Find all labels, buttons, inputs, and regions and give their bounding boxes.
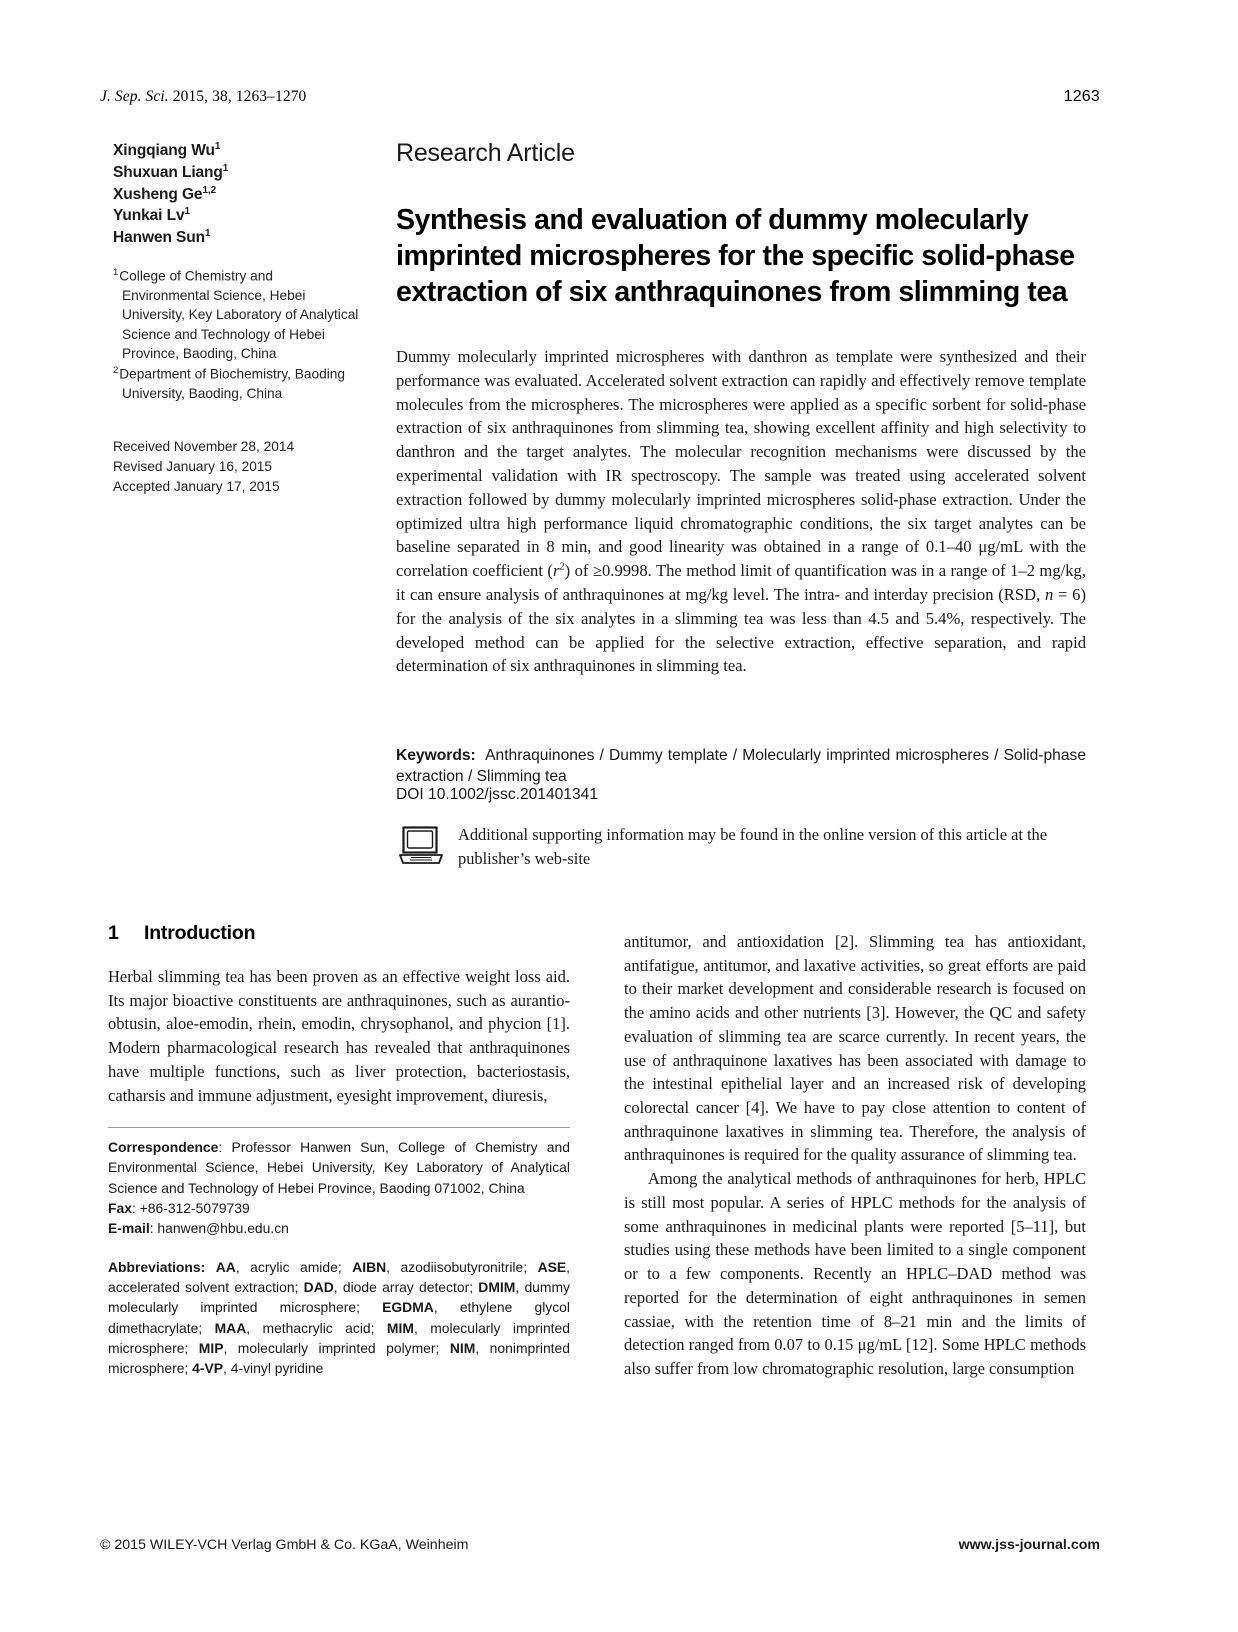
abbreviation-definition: , acrylic amide; [235, 1259, 353, 1276]
author-name: Yunkai Lv [113, 207, 185, 225]
abstract-part-2: ) of ≥0.9998. The method limit of quantification was in a range of 1–2 mg/kg, it can ensure analysis of anthraquinones at mg/kg level. The intra- and interday precision (RSD, [396, 561, 1086, 604]
author-list [113, 140, 361, 249]
section-title: Introduction [144, 922, 256, 944]
author-affiliation-marker: 1,2 [202, 184, 217, 196]
affiliation-text: Department of Biochemistry, Baoding University, Baoding, China [119, 366, 345, 401]
author-affiliation-marker: 1 [184, 206, 190, 218]
keywords-value: Anthraquinones / Dummy template / Molecularly imprinted microspheres / Solid-phase extraction / Slimming tea [396, 747, 1086, 786]
abbreviation-definition: , methacrylic acid; [246, 1319, 387, 1336]
abbreviation-term: MIP [198, 1339, 224, 1356]
abbreviation-definition: , molecularly imprinted microsphere; [108, 1319, 570, 1356]
footnote-divider [108, 1127, 570, 1128]
keywords [396, 745, 1086, 788]
abbreviation-term: ASE [537, 1259, 567, 1276]
abbreviation-definition: , accelerated solvent extraction; [108, 1259, 571, 1296]
fax-label: Fax [108, 1199, 132, 1216]
abbreviation-term: DAD [303, 1279, 334, 1296]
abbreviation-term: 4-VP [192, 1359, 224, 1376]
page-number: 1263 [1063, 88, 1100, 105]
author-entry [113, 162, 361, 184]
abbreviation-definition: , nonimprinted microsphere; [108, 1339, 570, 1376]
abbreviations-label: Abbreviations: [108, 1259, 206, 1276]
laptop-icon [398, 825, 444, 867]
abbreviation-term: MIM [386, 1319, 414, 1336]
affiliation-list [113, 266, 361, 403]
abbreviation-definition: , dummy molecularly imprinted microsphere; [108, 1279, 570, 1316]
abbreviation-definition: , azodiisobutyronitrile; [386, 1259, 538, 1276]
keywords-label: Keywords: [396, 747, 476, 764]
article-history [113, 437, 361, 497]
journal-website-link[interactable]: www.jss-journal.com [958, 1537, 1100, 1553]
sample-size-symbol: n [1044, 584, 1054, 604]
copyright-notice: © 2015 WILEY-VCH Verlag GmbH & Co. KGaA, Weinheim [100, 1537, 469, 1553]
abbreviation-definition: , molecularly imprinted polymer; [223, 1339, 450, 1356]
paragraph: Herbal slimming tea has been proven as an effective weight loss aid. Its major bioactive constituents are anthraquinones, such as aurantio-obtusin, aloe-emodin, rhein, emodin, chrysophanol, and phycion [1]. Modern pharmacological research has revealed that anthraquinones have multiple functions, such as liver protection, bacteriostasis, catharsis and immune adjustment, eyesight improvement, diuresis, [108, 967, 570, 1105]
abbreviations-note [108, 1257, 570, 1378]
fax-value: : +86-312-5079739 [131, 1199, 250, 1216]
correlation-coefficient-exponent: 2 [559, 561, 565, 573]
author-affiliation-marker: 1 [222, 162, 229, 174]
abstract-part-3: = 6) for the analysis of the six analytes in a slimming tea was less than 4.5 and 5.4%, respectively. The developed method can be applied for the selective extraction, effective separation, and rapid determination of six anthraquinones in slimming tea. [396, 584, 1086, 676]
abbreviation-term: NIM [449, 1339, 476, 1356]
body-column-right [624, 930, 1086, 1381]
abbreviation-definition: , 4-vinyl pyridine [223, 1359, 324, 1376]
paragraph: antitumor, and antioxidation [2]. Slimming tea has antioxidant, antifatigue, antitumor, and laxative activities, so great efforts are paid to their market development and considerable research is focused on the amino acids and other nutrients [3]. However, the QC and safety evaluation of slimming tea are scarce currently. In recent years, the use of anthraquinone laxatives has been associated with damage to the intestinal epithelial layer and an increased risk of developing colorectal cancer [4]. We have to pay close attention to content of anthraquinone laxatives in slimming tea. Therefore, the analysis of anthraquinones is required for the quality assurance of slimming tea. [624, 932, 1086, 1165]
abbreviation-term: EGDMA [382, 1299, 434, 1316]
author-entry [113, 184, 361, 206]
author-entry [113, 140, 361, 162]
accepted-date: Accepted January 17, 2015 [113, 479, 280, 495]
journal-reference [100, 88, 306, 106]
article-type-label: Research Article [396, 139, 575, 167]
supporting-information-text: Additional supporting information may be found in the online version of this article at the publisher’s web-site [458, 825, 1048, 868]
section-heading-introduction [108, 922, 570, 945]
author-name: Xusheng Ge [113, 185, 203, 203]
correspondence-note [108, 1137, 570, 1238]
email-label: E-mail [108, 1219, 150, 1236]
running-head [100, 88, 1100, 106]
abstract-part-1: Dummy molecularly imprinted microspheres with danthron as template were synthesized and their performance was evaluated. Accelerated solvent extraction can rapidly and effectively remove template molecules from the microspheres. The microspheres were applied as a specific sorbent for solid-phase extraction of six anthraquinones from slimming tea, showing excellent affinity and high selectivity to danthron and the target analytes. The molecular recognition mechanisms were discussed by the experimental validation with IR spectroscopy. The sample was treated using accelerated solvent extraction followed by dummy molecularly imprinted microspheres solid-phase extraction. Under the optimized ultra high performance liquid chromatographic conditions, the six target analytes can be baseline separated in 8 min, and good linearity was obtained in a range of 0.1–40 μg/mL with the correlation coefficient ( [396, 347, 1086, 581]
abbreviation-term: AA [215, 1259, 236, 1276]
abbreviation-definition: , diode array detector; [333, 1279, 479, 1296]
author-affiliation-marker: 1 [214, 141, 221, 152]
email-value: : hanwen@hbu.edu.cn [149, 1219, 289, 1236]
author-affiliation-marker: 1 [205, 228, 211, 240]
correspondence-label: Correspondence [108, 1139, 219, 1156]
body-column-left [108, 922, 570, 1378]
correspondence-body: : Professor Hanwen Sun, College of Chemistry and Environmental Science, Hebei University, Key Laboratory of Analytical Science and Technology of Hebei Province, Baoding 071002, China [108, 1139, 570, 1196]
author-entry [113, 205, 361, 227]
section-number: 1 [108, 922, 119, 944]
supporting-information-note [398, 823, 1088, 870]
abbreviation-definition: , ethylene glycol dimethacrylate; [108, 1299, 570, 1336]
abbreviation-term: MAA [214, 1319, 247, 1336]
page-title: Synthesis and evaluation of dummy molecularly imprinted microspheres for the specific solid-phase extraction of six anthraquinones from slimming tea [396, 204, 1075, 309]
affiliation-entry [113, 364, 361, 403]
journal-name: J. Sep. Sci. [100, 88, 169, 105]
correlation-coefficient-symbol: r [552, 561, 560, 581]
journal-volume-pages: 2015, 38, 1263–1270 [168, 88, 307, 105]
affiliation-marker: 2 [113, 364, 119, 376]
abstract [396, 345, 1086, 678]
doi: DOI 10.1002/jssc.201401341 [396, 786, 598, 803]
author-name: Hanwen Sun [113, 229, 206, 247]
author-name: Xingqiang Wu [113, 142, 215, 160]
affiliation-text: College of Chemistry and Environmental Science, Hebei University, Key Laboratory of Analytical Science and Technology of Hebei Province, Baoding, China [119, 268, 359, 362]
paragraph: Among the analytical methods of anthraquinones for herb, HPLC is still most popular. A series of HPLC methods for the analysis of some anthraquinones in medicinal plants were reported [5–11], but studies using these methods have been limited to a single component or to a few components. Recently an HPLC–DAD method was reported for the determination of eight anthraquinones in semen cassiae, with the retention time of 8–21 min and the limits of detection ranged from 0.07 to 0.15 μg/mL [12]. Some HPLC methods also suffer from low chromatographic resolution, large consumption [624, 1169, 1086, 1378]
author-name: Shuxuan Liang [113, 163, 223, 181]
abbreviation-term: AIBN [352, 1259, 387, 1276]
page-footer [100, 1537, 1100, 1553]
revised-date: Revised January 16, 2015 [113, 459, 273, 475]
affiliation-entry [113, 266, 361, 364]
article-metadata-column [113, 140, 361, 497]
author-entry [113, 227, 361, 249]
received-date: Received November 28, 2014 [113, 439, 295, 455]
affiliation-marker: 1 [113, 266, 119, 278]
abbreviation-term: DMIM [478, 1279, 516, 1296]
